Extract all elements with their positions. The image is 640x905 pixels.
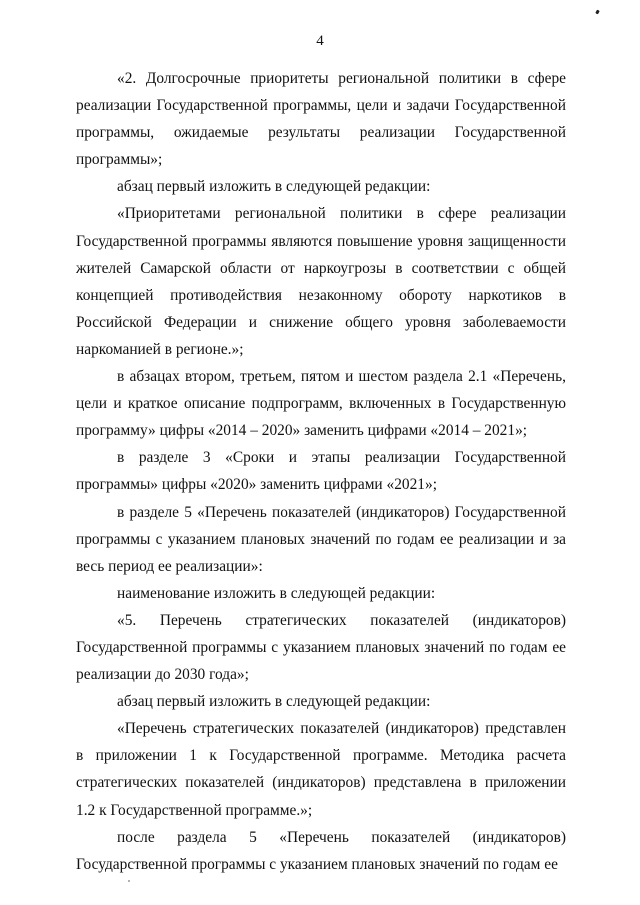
paragraph-section-3-amendment: в разделе 3 «Сроки и этапы реализации Государственной программы» цифры «2020» заменить цифрами «2021»; bbox=[76, 449, 566, 494]
page-number: 4 bbox=[316, 33, 324, 49]
paragraph-section-5-intro: в разделе 5 «Перечень показателей (индикаторов) Государственной программы с указанием плановых значений по годам ее реализации и за весь период ее реализации»: bbox=[76, 503, 566, 575]
paragraph-instruction-2: наименование изложить в следующей редакции: bbox=[117, 584, 436, 602]
paragraph-indicators-list-text: «Перечень стратегических показателей (индикаторов) представлен в приложении 1 к Государственной программе. Методика расчета стратегических показателей (индикаторов) представлена в приложении 1.2 к Государственной программе.»; bbox=[76, 720, 566, 819]
paragraph-instruction-1: абзац первый изложить в следующей редакции: bbox=[117, 178, 431, 196]
paragraph-after-section-5: после раздела 5 «Перечень показателей (индикаторов) Государственной программы с указанием плановых значений по годам ее bbox=[76, 828, 566, 873]
paragraph-section-2-1-amendment: в абзацах втором, третьем, пятом и шестом раздела 2.1 «Перечень, цели и краткое описание подпрограмм, включенных в Государственную программу» цифры «2014 – 2020» заменить цифрами «2014 – 2021»; bbox=[76, 368, 566, 440]
paragraph-instruction-3: абзац первый изложить в следующей редакции: bbox=[117, 693, 431, 711]
scan-speck bbox=[595, 10, 600, 15]
paragraph-section-5-new-title: «5. Перечень стратегических показателей (индикаторов) Государственной программы с указанием плановых значений по годам ее реализации до 2030 года»; bbox=[76, 611, 566, 684]
document-body bbox=[76, 65, 566, 878]
scan-speck bbox=[128, 880, 130, 882]
paragraph-priorities-text: «Приоритетами региональной политики в сфере реализации Государственной программы являются повышение уровня защищенности жителей Самарской области от наркоугрозы в соответствии с общей концепцией противодействия незаконному обороту наркотиков в Российской Федерации и снижение общего уровня заболеваемости наркоманией в регионе.»; bbox=[76, 205, 566, 358]
paragraph-section-2-heading: «2. Долгосрочные приоритеты региональной политики в сфере реализации Государственной программы, цели и задачи Государственной программы, ожидаемые результаты реализации Государственной программы»; bbox=[76, 70, 566, 169]
